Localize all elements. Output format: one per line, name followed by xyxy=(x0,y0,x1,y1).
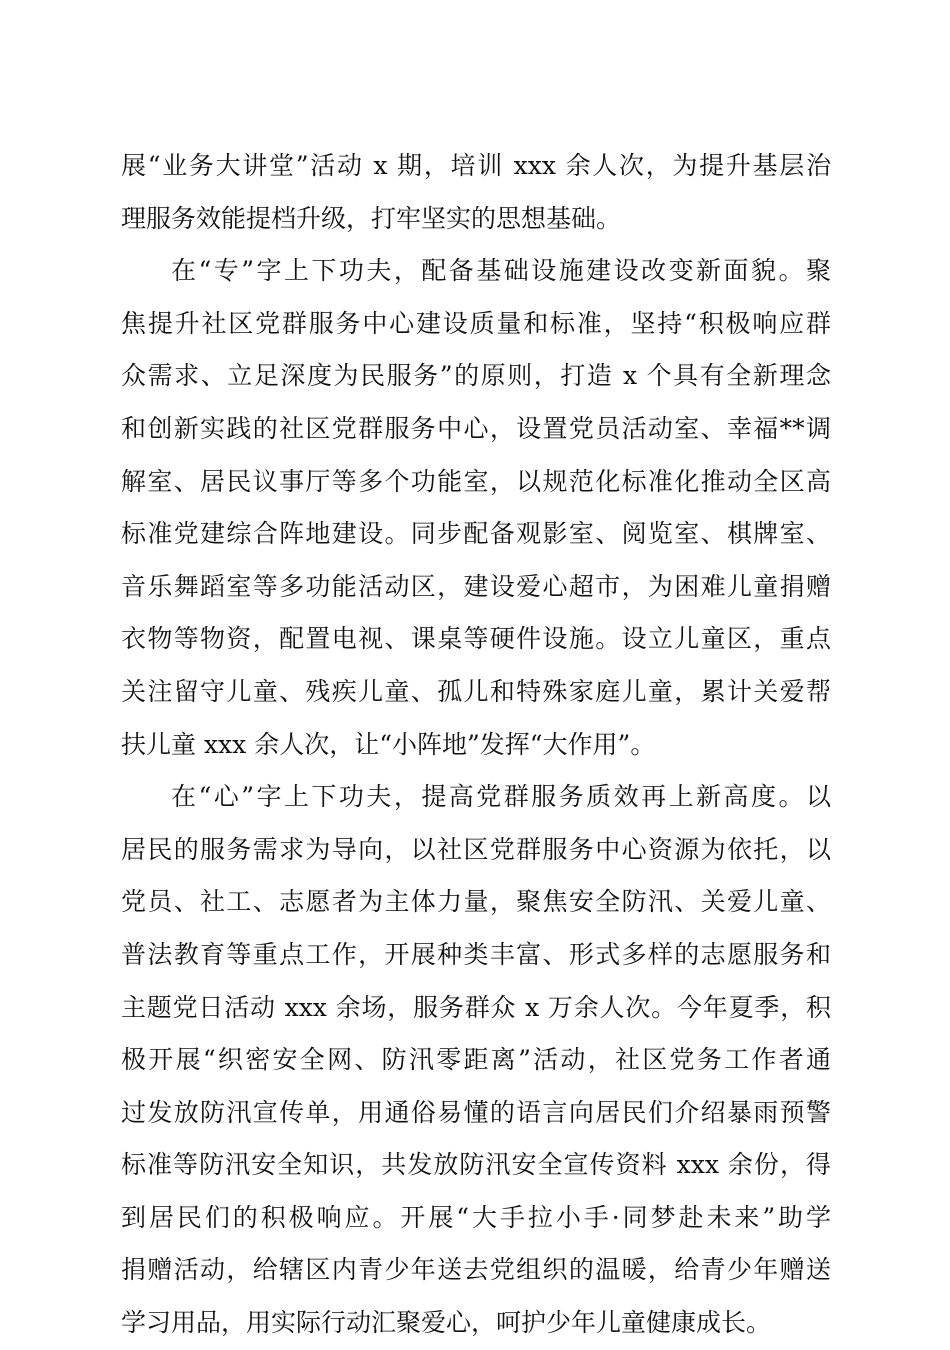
text-line: 扶儿童 xxx 余人次，让“小阵地”发挥“大作用”。 xyxy=(121,729,656,759)
text-line: 居民的服务需求为导向，以社区党群服务中心资源为依托，以 xyxy=(121,834,831,864)
text-line: 众需求、立足深度为民服务”的原则，打造 x 个具有全新理念 xyxy=(121,361,831,391)
text-line: 主题党日活动 xxx 余场，服务群众 x 万余人次。今年夏季，积 xyxy=(121,992,831,1022)
text-line: 展“业务大讲堂”活动 x 期，培训 xxx 余人次，为提升基层治 xyxy=(121,151,831,180)
text-line: 捐赠活动，给辖区内青少年送去党组织的温暖，给青少年赠送 xyxy=(121,1255,831,1285)
text-line: 理服务效能提档升级，打牢坚实的思想基础。 xyxy=(121,203,622,233)
text-line: 和创新实践的社区党群服务中心，设置党员活动室、幸福**调 xyxy=(121,413,831,443)
text-line: 关注留守儿童、残疾儿童、孤儿和特殊家庭儿童，累计关爱帮 xyxy=(121,676,831,706)
body-text xyxy=(121,140,831,1350)
text-line: 音乐舞蹈室等多功能活动区，建设爱心超市，为困难儿童捐赠 xyxy=(121,571,831,601)
text-line: 过发放防汛宣传单，用通俗易懂的语言向居民们介绍暴雨预警 xyxy=(121,1097,831,1127)
paragraph-start-line: 在“专”字上下功夫，配备基础设施建设改变新面貌。聚 xyxy=(171,256,831,286)
text-line: 衣物等物资，配置电视、课桌等硬件设施。设立儿童区，重点 xyxy=(121,624,831,654)
text-line: 标准党建综合阵地建设。同步配备观影室、阅览室、棋牌室、 xyxy=(121,519,831,549)
text-line: 标准等防汛安全知识，共发放防汛安全宣传资料 xxx 余份，得 xyxy=(121,1150,831,1180)
text-line: 普法教育等重点工作，开展种类丰富、形式多样的志愿服务和 xyxy=(121,939,831,969)
text-line: 解室、居民议事厅等多个功能室，以规范化标准化推动全区高 xyxy=(121,466,831,496)
text-line: 极开展“织密安全网、防汛零距离”活动，社区党务工作者通 xyxy=(121,1045,831,1075)
text-line: 学习用品，用实际行动汇聚爱心，呵护少年儿童健康成长。 xyxy=(121,1308,772,1338)
text-line: 到居民们的积极响应。开展“大手拉小手·同梦赴未来”助学 xyxy=(121,1202,831,1232)
text-line: 党员、社工、志愿者为主体力量，聚焦安全防汛、关爱儿童、 xyxy=(121,887,831,917)
text-line: 焦提升社区党群服务中心建设质量和标准，坚持“积极响应群 xyxy=(121,308,831,338)
paragraph-start-line: 在“心”字上下功夫，提高党群服务质效再上新高度。以 xyxy=(171,782,831,812)
